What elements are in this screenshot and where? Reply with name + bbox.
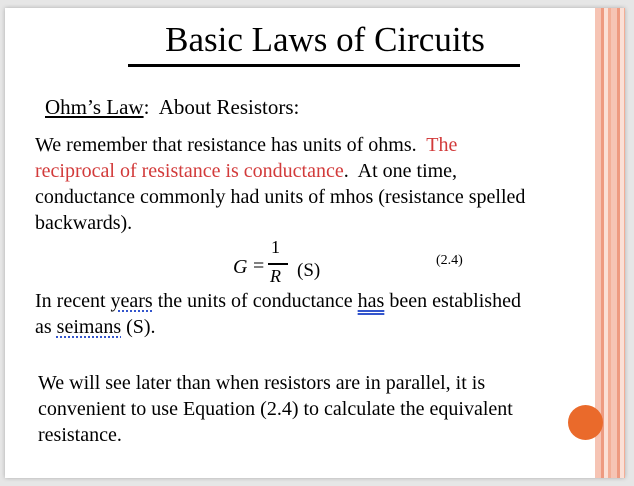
equation-number: (2.4) [436, 253, 463, 268]
grammar-check-word[interactable]: has [357, 290, 385, 312]
para3-line3: resistance. [38, 424, 122, 446]
para2-line1 [35, 288, 521, 314]
para1-line3: conductance commonly had units of mhos (resistance spelled [35, 186, 526, 208]
para2-text: the units of conductance [152, 290, 358, 312]
para1-line1 [35, 132, 525, 158]
slide [5, 8, 625, 478]
para1-line2 [35, 158, 525, 184]
paragraph-2 [35, 288, 521, 340]
para1-line2-text: . At one time, [343, 160, 458, 182]
para2-text: as [35, 316, 57, 338]
para2-text: (S). [121, 316, 156, 338]
spellcheck-word[interactable]: years [110, 290, 153, 312]
equation-unit: (S) [297, 260, 321, 281]
para3-line1: We will see later than when resistors are in parallel, it is [38, 372, 486, 394]
para3-line2: convenient to use Equation (2.4) to calculate the equivalent [38, 398, 513, 420]
para1-line1-text: We remember that resistance has units of ohms. [35, 134, 427, 156]
highlight-text: The [426, 134, 458, 156]
paragraph-3 [38, 370, 513, 448]
para1-line4: backwards). [35, 212, 133, 234]
para2-text: In recent [35, 290, 111, 312]
pointer-cursor-dot [568, 405, 603, 440]
decorative-stripes [595, 8, 625, 478]
para2-text: been established [384, 290, 521, 312]
spellcheck-word[interactable]: seimans [56, 316, 122, 338]
equation-equals: = [253, 255, 265, 277]
ohms-law-label: Ohm’s Law [45, 95, 144, 119]
fraction-bar [268, 263, 288, 265]
equation-numerator: 1 [271, 237, 280, 257]
highlight-text: reciprocal of resistance is conductance [35, 160, 344, 182]
paragraph-1 [35, 132, 525, 236]
title-underline [128, 64, 520, 67]
subheading [45, 95, 299, 119]
equation-lhs: G [233, 256, 248, 278]
subheading-colon: : [143, 95, 150, 119]
para2-line2 [35, 314, 521, 340]
slide-title: Basic Laws of Circuits [165, 20, 485, 59]
subheading-rest: About Resistors: [149, 95, 300, 119]
equation-denominator: R [270, 266, 281, 286]
